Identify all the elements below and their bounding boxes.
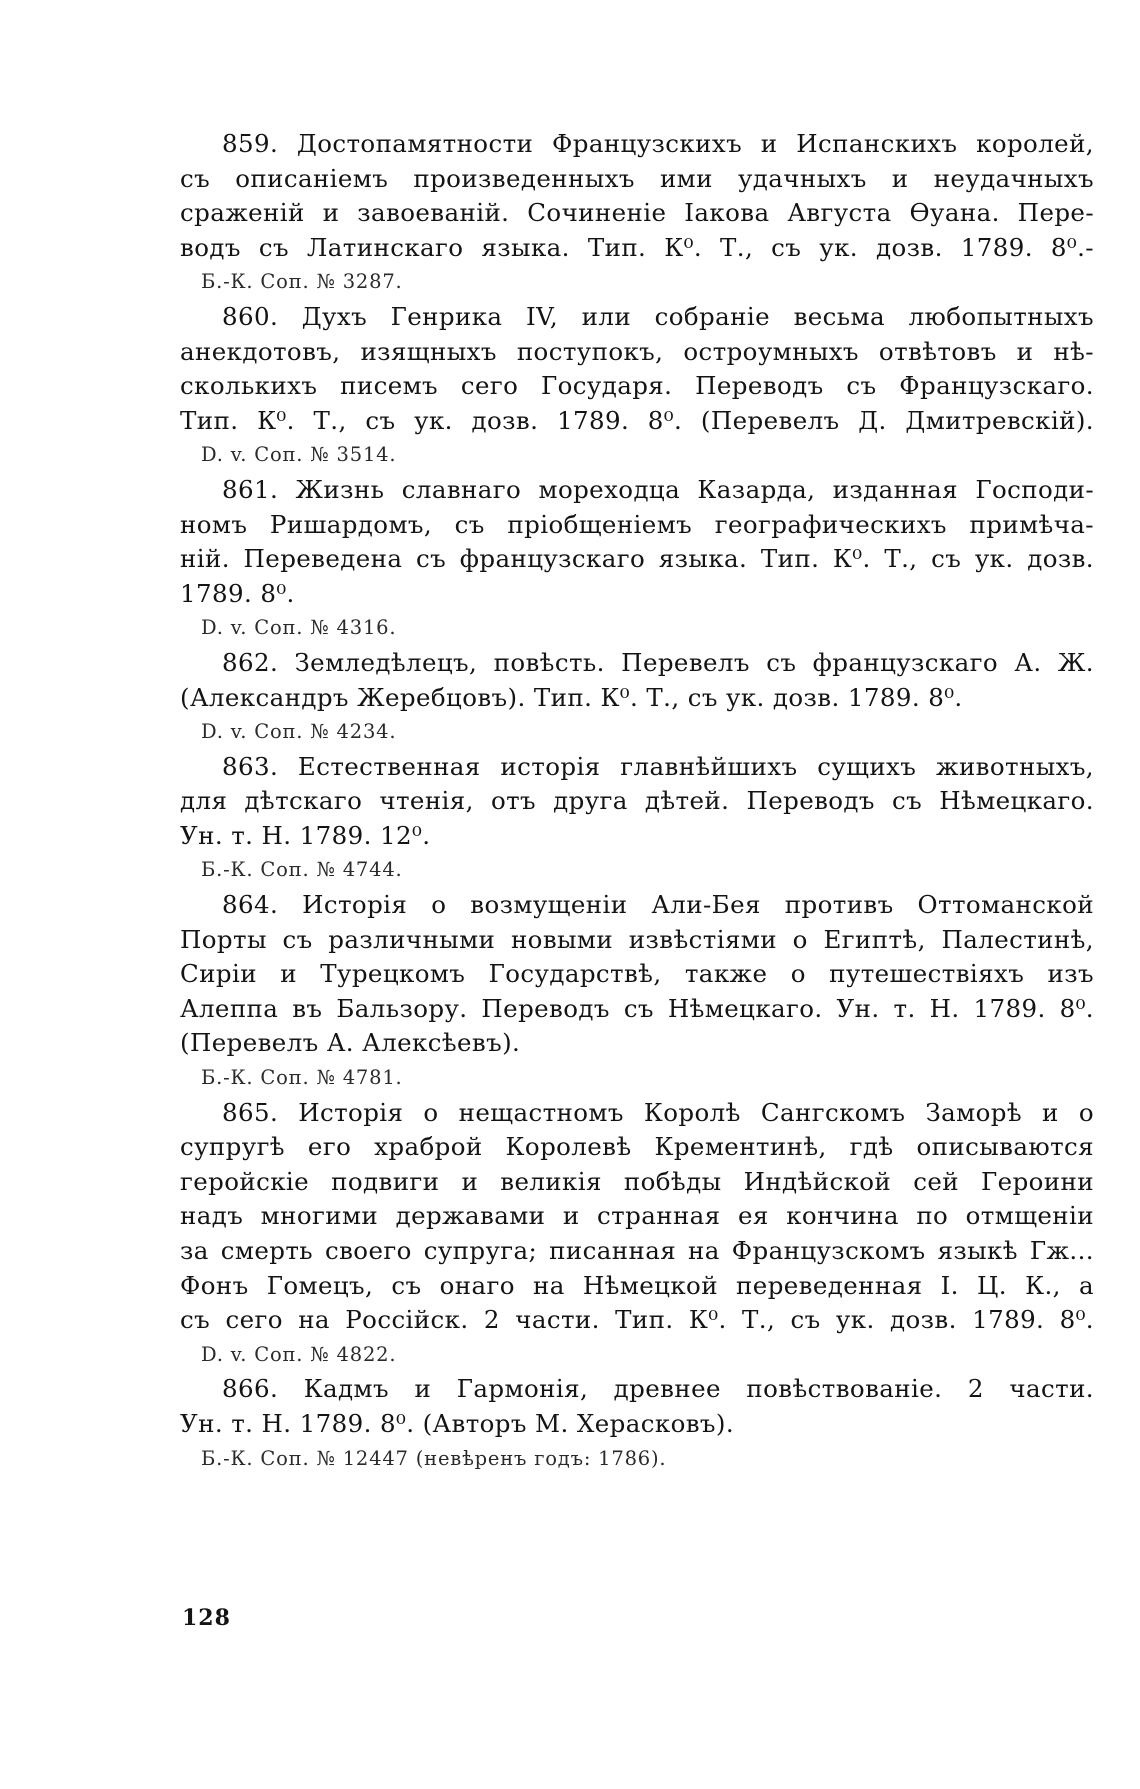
entry-line: сколькихъ писемъ сего Государя. Переводъ съ Французскаго. [180,371,1094,401]
entry-line: 1789. 8⁰. [180,578,295,608]
entry-source: Б.-К. Соп. № 4744. [201,858,403,882]
entry-line: Алеппа въ Бальзору. Переводъ съ Нѣмецкаго. Ун. т. Н. 1789. 8⁰. [180,993,1094,1023]
entry-source: Б.-К. Соп. № 12447 (невѣренъ годъ: 1786). [201,1446,667,1470]
entry-line: геройскіе подвиги и великія побѣды Индѣйской сей Героини [180,1166,1094,1196]
entry-865 [180,1096,1094,1373]
entry-line: сраженій и завоеваній. Сочиненіе Іакова Августа Ѳуана. Пере- [180,198,1094,228]
entry-line: надъ многими державами и странная ея кончина по отмщеніи [180,1201,1094,1231]
entry-line: номъ Ришардомъ, съ пріобщеніемъ географическихъ примѣча- [180,509,1094,539]
entry-line: за смерть своего супруга; писанная на Французскомъ языкѣ Гж... [180,1236,1094,1265]
entry-line: супругѣ его храброй Королевѣ Крементинѣ, гдѣ описываются [180,1132,1094,1162]
entry-line: Тип. К⁰. Т., съ ук. дозв. 1789. 8⁰. (Перевелъ Д. Дмитревскій). [180,405,1094,435]
entry-860 [180,300,1094,473]
entry-line: 860. Духъ Генрика IV, или собраніе весьма любопытныхъ [222,301,1094,331]
entry-861 [180,473,1094,646]
entry-line: Сиріи и Турецкомъ Государствѣ, также о путешествіяхъ изъ [180,959,1094,989]
entry-863 [180,750,1094,888]
entry-line: ній. Переведена съ французскаго языка. Тип. К⁰. Т., съ ук. дозв. [180,544,1094,574]
entry-line: Фонъ Гомецъ, съ онаго на Нѣмецкой переведенная І. Ц. К., а [180,1270,1094,1300]
entry-line: съ описаніемъ произведенныхъ ими удачныхъ и неудачныхъ [180,163,1094,193]
entry-source: D. v. Соп. № 4822. [201,1342,397,1366]
entry-source: Б.-К. Соп. № 3287. [201,270,403,294]
entry-line: (Перевелъ А. Алексѣевъ). [180,1028,521,1058]
entry-line: (Александръ Жеребцовъ). Тип. К⁰. Т., съ ук. дозв. 1789. 8⁰. [180,682,963,712]
entry-line: съ сего на Россійск. 2 части. Тип. К⁰. Т., съ ук. дозв. 1789. 8⁰. [180,1305,1094,1335]
entry-line: Ун. т. Н. 1789. 12⁰. [180,820,431,850]
entry-line: Порты съ различными новыми извѣстіями о Египтѣ, Палестинѣ, [180,924,1094,954]
entry-859 [180,127,1094,300]
entry-line: 863. Естественная исторія главнѣйшихъ сущихъ животныхъ, [222,751,1094,781]
page-number: 128 [182,1605,231,1631]
entry-line: 864. Исторія о возмущеніи Али-Бея противъ Оттоманской [222,890,1094,920]
entry-source: D. v. Соп. № 3514. [201,443,397,467]
entry-864 [180,888,1094,1096]
entry-source: D. v. Соп. № 4234. [201,720,397,744]
entry-line: для дѣтскаго чтенія, отъ друга дѣтей. Переводъ съ Нѣмецкаго. [180,786,1094,816]
entry-line: анекдотовъ, изящныхъ поступокъ, остроумныхъ отвѣтовъ и нѣ- [180,336,1094,366]
entry-line: 866. Кадмъ и Гармонія, древнее повѣствованіе. 2 части. [222,1374,1094,1404]
entry-line: 862. Земледѣлецъ, повѣсть. Перевелъ съ французскаго А. Ж. [222,647,1094,677]
entry-source: D. v. Соп. № 4316. [201,616,397,640]
entry-line: 859. Достопамятности Французскихъ и Испанскихъ королей, [222,129,1094,158]
entry-line: водъ съ Латинскаго языка. Тип. К⁰. Т., съ ук. дозв. 1789. 8⁰.- [180,232,1094,262]
entry-866 [180,1372,1094,1476]
entry-line: 861. Жизнь славнаго мореходца Казарда, изданная Господи- [222,474,1094,504]
entry-source: Б.-К. Соп. № 4781. [201,1066,403,1090]
entry-line: Ун. т. Н. 1789. 8⁰. (Авторъ М. Херасковъ). [180,1408,735,1438]
entry-862 [180,646,1094,750]
entry-line: 865. Исторія о нещастномъ Королѣ Сангскомъ Заморѣ и о [222,1097,1094,1127]
bibliography-text [180,127,1094,1476]
